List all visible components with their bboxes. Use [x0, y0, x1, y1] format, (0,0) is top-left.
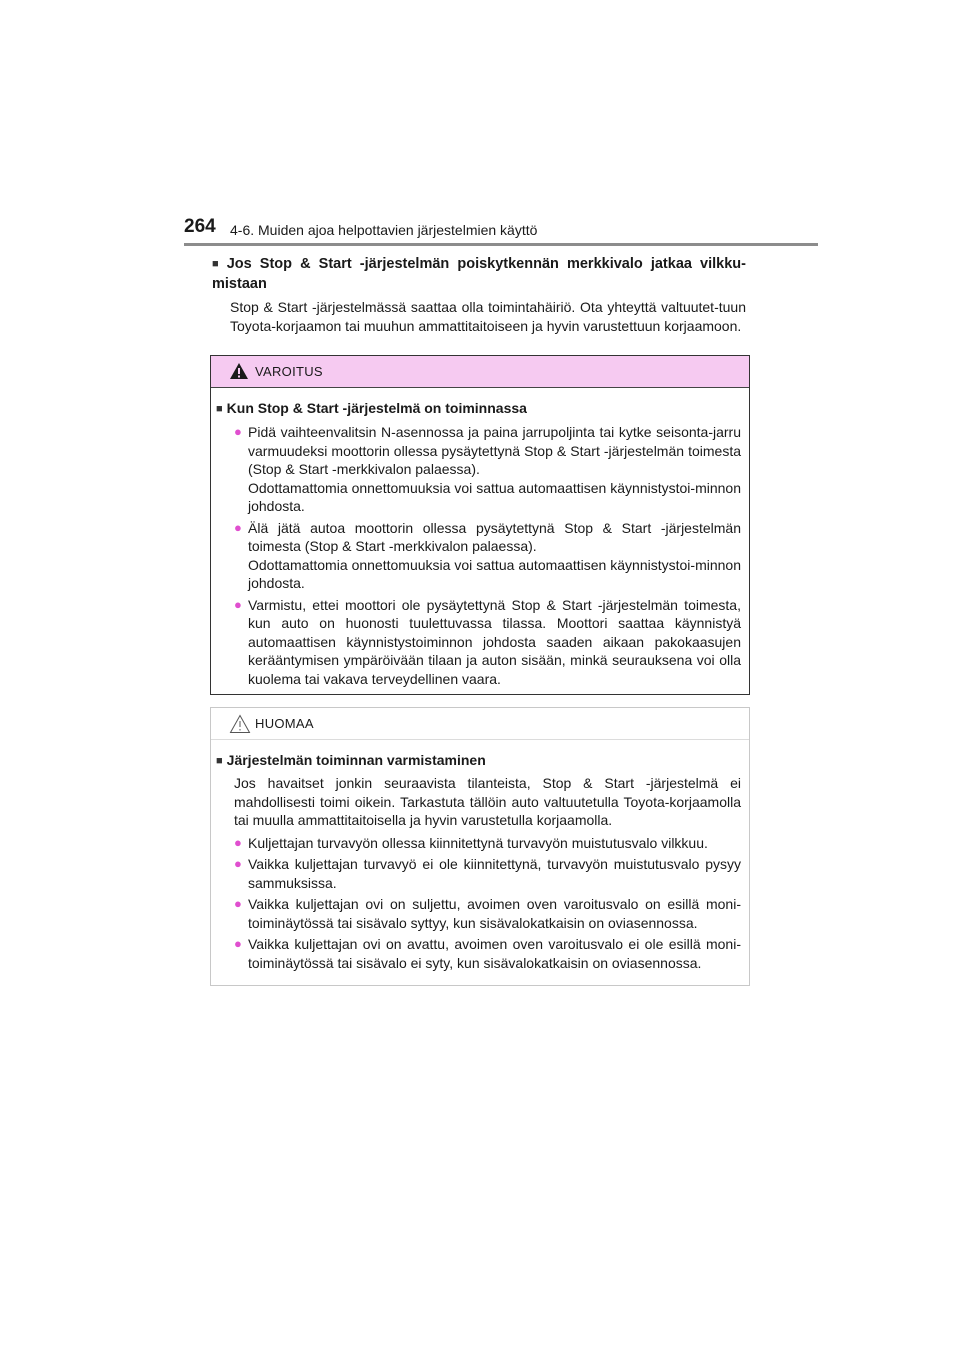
- bullet-text: Vaikka kuljettajan ovi on suljettu, avoimen oven varoitusvalo on esillä moni-toiminäytössä tai sisävalo syttyy, kun sisävalokatkaisin on oviasennossa.: [248, 896, 741, 931]
- notice-heading-text: Järjestelmän toiminnan varmistaminen: [226, 752, 486, 768]
- bullet-text: Varmistu, ettei moottori ole pysäytettynä Stop & Start -järjestelmän toimesta, kun auto on huonosti tuulettuvassa tilassa. Moottori saattaa käynnistyä automaattisen käynnistystoiminnon johdosta saaden aikaan pakokaasujen kerääntymisen ympäröivään tilaan ja auton sisään, minkä seurauksena voi olla kuolema tai vakava terveydellinen vaara.: [248, 596, 741, 687]
- list-item: [216, 855, 741, 892]
- bullet-text: Pidä vaihteenvalitsin N-asennossa ja paina jarrupoljinta tai kytke seisonta-jarru varmuudeksi moottorin ollessa pysäytettynä Stop & Start -järjestelmän toimesta (Stop & Start -merkkivalon palaessa).: [248, 424, 741, 477]
- bullet-text: Älä jätä autoa moottorin ollessa pysäytettynä Stop & Start -järjestelmän toimesta (Stop & Start -merkkivalon palaessa).: [248, 519, 741, 554]
- notice-header: [211, 708, 749, 740]
- warning-heading: [216, 399, 741, 420]
- list-item: [216, 935, 741, 972]
- bullet-text: Kuljettajan turvavyön ollessa kiinnitettynä turvavyön muistutusvalo vilkkuu.: [248, 834, 708, 851]
- bullet-dot-icon: ●: [234, 896, 242, 911]
- bullet-consequence: Odottamattomia onnettomuuksia voi sattua automaattisen käynnistystoi-minnon johdosta.: [248, 479, 741, 514]
- warning-box: [210, 355, 750, 695]
- list-item: [216, 519, 741, 593]
- list-item: [216, 596, 741, 689]
- warning-heading-text: Kun Stop & Start -järjestelmä on toiminnassa: [226, 400, 527, 416]
- list-item: [216, 895, 741, 932]
- warning-body: [211, 388, 749, 688]
- bullet-dot-icon: ●: [234, 424, 242, 439]
- bullet-dot-icon: ●: [234, 596, 242, 612]
- bullet-dot-icon: ●: [234, 936, 242, 951]
- bullet-consequence: Odottamattomia onnettomuuksia voi sattua automaattisen käynnistystoi-minnon johdosta.: [248, 556, 741, 591]
- chapter-title: 4-6. Muiden ajoa helpottavien järjestelmien käyttö: [230, 222, 538, 238]
- section-heading-text: Jos Stop & Start -järjestelmän poiskytkennän merkkivalo jatkaa vilkku-mistaan: [212, 256, 746, 292]
- bullet-dot-icon: ●: [234, 856, 242, 871]
- notice-intro: Jos havaitset jonkin seuraavista tilanteista, Stop & Start -järjestelmä ei mahdollisesti toimi oikein. Tarkastuta tällöin auto valtuutetulla Toyota-korjaamolla tai muulla ammattitaitoisella ja hyvin varustetulla korjaamolla.: [234, 775, 741, 828]
- bullet-dot-icon: ●: [234, 834, 242, 850]
- section-heading: [212, 255, 746, 294]
- notice-label: HUOMAA: [255, 716, 314, 731]
- square-bullet-icon: ■: [216, 755, 223, 767]
- warning-label: VAROITUS: [255, 364, 323, 379]
- list-item: [216, 834, 741, 853]
- square-bullet-icon: ■: [216, 403, 223, 415]
- bullet-dot-icon: ●: [234, 519, 242, 535]
- list-item: [216, 423, 741, 516]
- page-number: 264: [184, 216, 216, 237]
- warning-header: [211, 356, 749, 388]
- section-body: Stop & Start -järjestelmässä saattaa olla toimintahäiriö. Ota yhteyttä valtuutet-tuun Toyota-korjaamon tai muuhun ammattitaitoiseen ja hyvin varustettuun korjaamoon.: [230, 299, 746, 334]
- page-header: [184, 214, 818, 248]
- bullet-text: Vaikka kuljettajan turvavyö ei ole kiinnitettynä, turvavyön muistutusvalo pysyy sammuksissa.: [248, 856, 741, 891]
- square-bullet-icon: ■: [212, 258, 223, 270]
- caution-triangle-outline-icon: [229, 714, 251, 734]
- header-divider: [184, 243, 818, 246]
- intro-section: [212, 255, 746, 335]
- notice-box: [210, 707, 750, 986]
- notice-heading: [216, 751, 741, 772]
- notice-body: [211, 740, 749, 972]
- bullet-text: Vaikka kuljettajan ovi on avattu, avoimen oven varoitusvalo ei ole esillä moni-toiminäytössä tai sisävalo ei syty, kun sisävalokatkaisin on oviasennossa.: [248, 936, 741, 971]
- warning-triangle-icon: [229, 362, 249, 380]
